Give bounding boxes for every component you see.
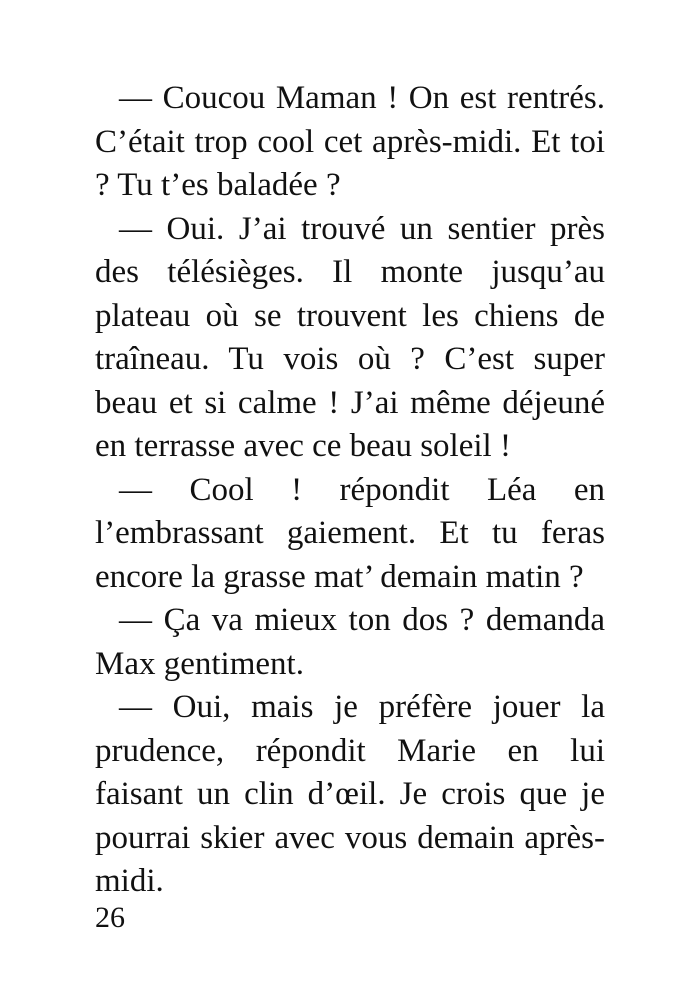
page-number: 26 (95, 901, 125, 934)
paragraph-1: — Coucou Maman ! On est rentrés. C’était trop cool cet après-midi. Et toi ? Tu t’es baladée ? (95, 80, 605, 203)
paragraph-4: — Ça va mieux ton dos ? demanda Max gentiment. (95, 602, 605, 682)
paragraph-3: — Cool ! répondit Léa en l’embrassant gaiement. Et tu feras encore la grasse mat’ demain matin ? (95, 471, 605, 595)
page-body (95, 77, 605, 904)
paragraph-5: — Oui, mais je préfère jouer la prudence, répondit Marie en lui faisant un clin d’œil. Je crois que je pourrai skier avec vous demain après-midi. (95, 689, 605, 899)
paragraph-2: — Oui. J’ai trouvé un sentier près des télésièges. Il monte jusqu’au plateau où se trouvent les chiens de traîneau. Tu vois où ? C’est super beau et si calme ! J’ai même déjeuné en terrasse avec ce beau soleil ! (95, 210, 605, 464)
